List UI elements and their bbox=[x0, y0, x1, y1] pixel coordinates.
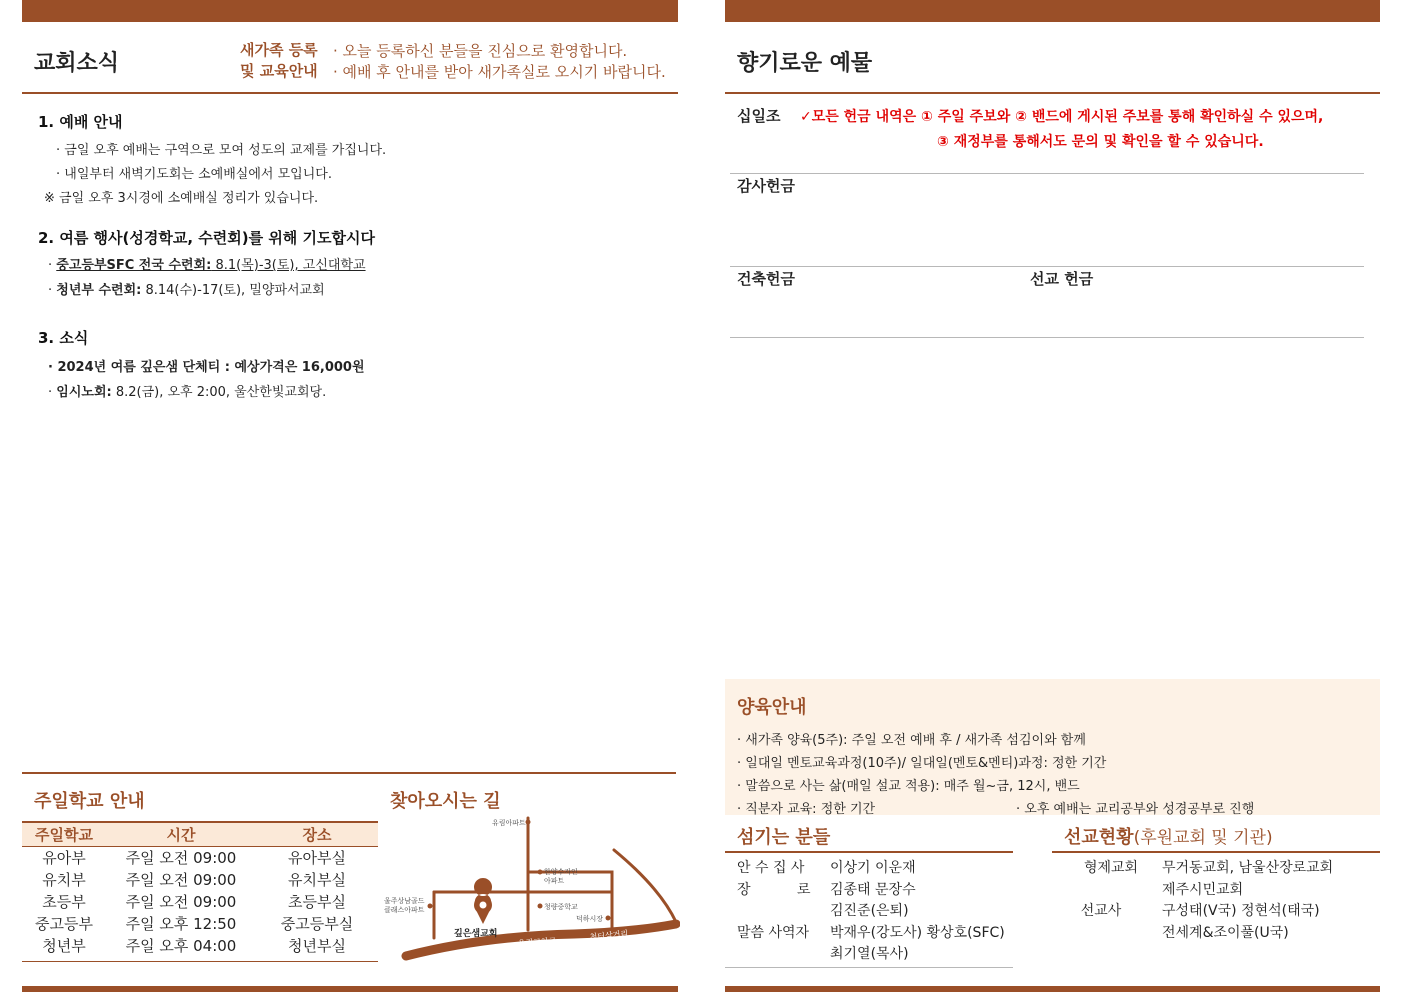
landmark-dot bbox=[428, 904, 433, 909]
landmark-dot bbox=[538, 904, 543, 909]
building-label: 건축헌금 bbox=[737, 270, 795, 288]
left-title-rule bbox=[22, 92, 678, 94]
mission-category: 형제교회 bbox=[1083, 860, 1139, 876]
mission-rule bbox=[1052, 851, 1380, 853]
summer-line-sfc bbox=[48, 254, 366, 273]
table-row bbox=[22, 846, 378, 868]
mission-title-main: 선교현황 bbox=[1064, 827, 1134, 848]
school-header: 시간 bbox=[106, 822, 256, 846]
worship-line: · 내일부터 새벽기도회는 소예배실에서 모입니다. bbox=[56, 167, 332, 182]
school-cell: 청년부실 bbox=[288, 936, 346, 955]
map-label-church: 깊은샘교회 bbox=[454, 929, 498, 939]
server-names: 이상기 이운재 bbox=[830, 860, 916, 876]
nurture-line: · 직분자 교육: 정한 기간 bbox=[737, 802, 876, 817]
nurture-title: 양육안내 bbox=[737, 697, 807, 718]
offering-divider bbox=[730, 337, 1364, 338]
school-cell: 중고등부 bbox=[35, 914, 93, 933]
landmark-dot bbox=[606, 916, 611, 921]
map-title: 찾아오시는 길 bbox=[390, 791, 501, 812]
mission-value: 전세계&조이풀(U국) bbox=[1162, 924, 1289, 941]
left-bottom-bar bbox=[22, 986, 678, 992]
server-names: 김종태 문장수 bbox=[830, 881, 916, 898]
school-cell: 유아부실 bbox=[288, 848, 346, 867]
landmark-dot bbox=[538, 870, 543, 875]
server-names: 박재우(강도사) 황상호(SFC) bbox=[830, 924, 1005, 941]
school-bottom-rule bbox=[22, 961, 378, 962]
map-label-hanyang: 아파트 bbox=[544, 877, 565, 885]
landmark-dot bbox=[526, 820, 531, 825]
table-row bbox=[22, 912, 378, 934]
school-cell: 주일 오후 12:50 bbox=[125, 914, 237, 933]
right-bottom-bar bbox=[725, 986, 1380, 992]
school-table bbox=[22, 821, 378, 956]
worship-heading: 1. 예배 안내 bbox=[38, 113, 123, 131]
sfc-label: 중고등부SFC 전국 수련회: bbox=[56, 258, 212, 273]
mission-value: 구성태(V국) 정현석(태국) bbox=[1162, 903, 1320, 919]
offering-title-rule bbox=[725, 92, 1380, 94]
server-role: 말씀 사역자 bbox=[737, 924, 810, 941]
nurture-line: · 말씀으로 사는 삶(매일 설교 적용): 매주 월~금, 12시, 밴드 bbox=[737, 779, 1080, 794]
bullet: · bbox=[48, 385, 57, 400]
mission-value: 무거동교회, 남울산장로교회 bbox=[1162, 860, 1334, 876]
worship-line: · 금일 오후 예배는 구역으로 모여 성도의 교제를 가집니다. bbox=[56, 143, 387, 158]
tithe-label: 십일조 bbox=[737, 107, 781, 125]
school-cell: 초등부실 bbox=[288, 892, 346, 911]
mission-category: 선교사 bbox=[1080, 903, 1122, 919]
youth-label: 청년부 수련회: bbox=[56, 283, 142, 298]
bullet: · bbox=[48, 283, 57, 298]
school-cell: 주일 오후 04:00 bbox=[125, 936, 237, 955]
servers-title: 섬기는 분들 bbox=[737, 827, 831, 848]
nurture-line: · 일대일 멘토교육과정(10주)/ 일대일(멘토&멘티)과정: 정한 기간 bbox=[737, 756, 1107, 771]
offering-divider bbox=[730, 266, 1364, 267]
map-label-ulju: 클래스아파트 bbox=[384, 906, 425, 914]
youth-detail: 8.14(수)-17(토), 밀양파서교회 bbox=[141, 283, 325, 298]
newcomer-text bbox=[333, 41, 666, 83]
newcomer-label bbox=[240, 40, 318, 82]
school-cell: 유아부 bbox=[42, 848, 86, 867]
server-role: 장 로 bbox=[737, 881, 811, 898]
nurture-line: · 오후 예배는 교리공부와 성경공부로 진행 bbox=[1016, 802, 1255, 817]
presbytery-detail: 8.2(금), 오후 2:00, 울산한빛교회당. bbox=[111, 385, 327, 400]
nurture-line: · 새가족 양육(5주): 주일 오전 예배 후 / 새가족 섬김이와 함께 bbox=[737, 733, 1086, 748]
map-label-junction: 청터삼거리 bbox=[589, 928, 629, 942]
newcomer-label-line1: 새가족 등록 bbox=[240, 41, 318, 59]
school-cell: 중고등부실 bbox=[280, 914, 354, 933]
school-top-rule bbox=[22, 772, 676, 774]
news-line-presbytery bbox=[48, 381, 326, 400]
school-header: 장소 bbox=[256, 822, 378, 846]
map-label-deokha: 덕하시장 bbox=[576, 915, 604, 923]
directions-map bbox=[384, 810, 680, 968]
map-label-road: 웅진교차로 bbox=[517, 936, 557, 948]
table-row bbox=[22, 890, 378, 912]
offering-title: 향기로운 예물 bbox=[737, 51, 873, 76]
bullet: · bbox=[48, 258, 57, 273]
school-cell: 주일 오전 09:00 bbox=[125, 848, 237, 867]
map-label-ulju: 울주상남골드 bbox=[384, 897, 425, 905]
offering-divider bbox=[730, 173, 1364, 174]
mission-offering-label: 선교 헌금 bbox=[1030, 270, 1094, 288]
server-names: 김진준(은퇴) bbox=[830, 903, 909, 919]
mission-value: 제주시민교회 bbox=[1162, 881, 1244, 898]
servers-rule bbox=[725, 851, 1013, 853]
school-cell: 초등부 bbox=[42, 892, 86, 911]
school-title: 주일학교 안내 bbox=[34, 791, 145, 812]
presbytery-label: 임시노회: bbox=[56, 385, 112, 400]
school-cell: 유치부 bbox=[42, 870, 86, 889]
mission-title-sub: (후원교회 및 기관) bbox=[1133, 828, 1273, 848]
summer-line-youth bbox=[48, 279, 325, 298]
server-names: 최기열(목사) bbox=[830, 946, 909, 962]
servers-list bbox=[737, 858, 1005, 966]
mission-list bbox=[1060, 858, 1333, 944]
left-top-bar bbox=[22, 0, 678, 22]
sfc-detail: 8.1(목)-3(토), 고신대학교 bbox=[211, 258, 366, 273]
news-heading: 3. 소식 bbox=[38, 329, 89, 347]
newcomer-label-line2: 및 교육안내 bbox=[240, 62, 318, 80]
right-top-bar bbox=[725, 0, 1380, 22]
newcomer-line: · 오늘 등록하신 분들을 진심으로 환영합니다. bbox=[333, 42, 628, 60]
server-role: 안 수 집 사 bbox=[737, 860, 805, 876]
news-line-tshirt: · 2024년 여름 깊은샘 단체티 : 예상가격은 16,000원 bbox=[48, 360, 365, 375]
page-title: 교회소식 bbox=[34, 51, 120, 76]
summer-heading: 2. 여름 행사(성경학교, 수련회)를 위해 기도합시다 bbox=[38, 229, 375, 247]
map-label-hanyang: 한양수자인 bbox=[544, 868, 578, 876]
table-row bbox=[22, 868, 378, 890]
servers-bottom-rule bbox=[725, 967, 1013, 968]
newcomer-line: · 예배 후 안내를 받아 새가족실로 오시기 바랍니다. bbox=[333, 63, 666, 81]
worship-line: ※ 금일 오후 3시경에 소예배실 정리가 있습니다. bbox=[44, 191, 319, 206]
offering-notice: ✓모든 헌금 내역은 ① 주일 주보와 ② 밴드에 게시된 주보를 통해 확인하실 수 있으며, bbox=[800, 109, 1324, 125]
thanks-label: 감사헌금 bbox=[737, 177, 795, 195]
school-cell: 주일 오전 09:00 bbox=[125, 870, 237, 889]
mission-title bbox=[1064, 823, 1273, 849]
school-cell: 주일 오전 09:00 bbox=[125, 892, 237, 911]
school-cell: 청년부 bbox=[42, 936, 86, 955]
map-label-cheongnyang: 청량중학교 bbox=[544, 903, 578, 911]
school-header: 주일학교 bbox=[22, 822, 106, 846]
map-label-yurim: 유림아파트 bbox=[492, 819, 526, 827]
table-row bbox=[22, 934, 378, 956]
school-cell: 유치부실 bbox=[288, 870, 346, 889]
offering-notice: ③ 재정부를 통해서도 문의 및 확인을 할 수 있습니다. bbox=[937, 134, 1264, 150]
